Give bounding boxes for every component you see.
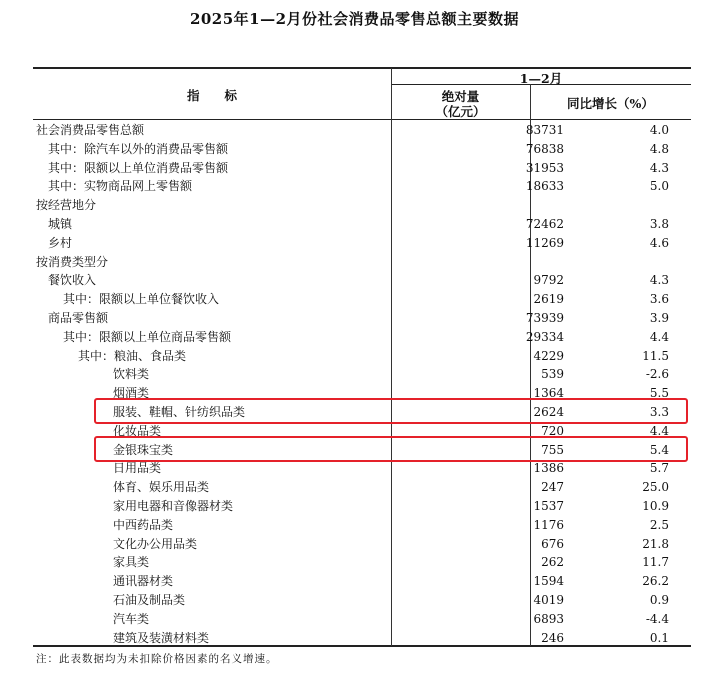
row-absolute-value: 76838 [525,141,564,156]
table-row [33,497,691,516]
row-yoy-value: 4.0 [649,123,669,137]
row-absolute-value: 539 [541,367,564,382]
row-yoy-value: 4.4 [649,329,669,344]
row-label: 体育、娱乐用品类 [113,480,210,495]
row-absolute-value: 4019 [533,593,564,607]
row-yoy-value: 0.1 [649,630,669,645]
row-yoy-value: 21.8 [642,536,669,551]
table-row [33,347,691,366]
yoy-header: 同比增长（%） [567,96,654,111]
row-label: 石油及制品类 [113,593,186,607]
row-label: 中西药品类 [113,517,174,532]
row-yoy-value: 3.9 [649,311,669,325]
row-label: 城镇 [48,217,73,231]
row-absolute-value: 4229 [533,348,564,363]
row-absolute-value: 1386 [533,461,564,476]
header-bottom-rule [33,119,691,120]
row-label: 烟酒类 [113,386,150,401]
row-label: 饮料类 [113,367,150,382]
row-label: 其中：粮油、食品类 [78,348,187,363]
highlight-box-jewelry [94,436,688,462]
table-row [33,140,691,159]
table-row [33,535,691,554]
row-label: 金银珠宝类 [113,442,174,457]
row-absolute-value: 1364 [533,386,564,401]
row-absolute-value: 720 [541,423,564,438]
table-row [33,177,691,196]
row-yoy-value: 4.3 [649,273,669,288]
table-row [33,290,691,309]
row-yoy-value: 26.2 [642,574,669,589]
row-yoy-value: -4.4 [645,611,669,626]
table-row [33,309,691,328]
row-absolute-value: 72462 [525,217,564,231]
row-label: 其中：限额以上单位消费品零售额 [48,160,229,175]
row-yoy-value: 5.0 [649,179,669,194]
table-row [33,159,691,178]
row-absolute-value: 18633 [525,179,564,194]
row-label: 服装、鞋帽、针纺织品类 [113,405,246,419]
table-row [33,253,691,272]
row-label: 汽车类 [113,611,150,626]
row-absolute-value: 31953 [525,160,564,175]
row-absolute-value: 2619 [533,292,564,307]
row-label: 家用电器和音像器材类 [113,499,234,513]
row-yoy-value: 3.8 [649,217,669,231]
row-absolute-value: 83731 [525,123,564,137]
table-row [33,328,691,347]
row-yoy-value: 10.9 [642,499,669,513]
row-yoy-value: 5.7 [649,461,669,476]
row-yoy-value: 5.4 [649,442,669,457]
table-row [33,478,691,497]
row-yoy-value: 3.3 [649,405,669,419]
table-row [33,553,691,572]
row-yoy-value: 5.5 [649,386,669,401]
table-row [33,610,691,629]
row-label: 其中：限额以上单位商品零售额 [63,329,232,344]
row-label: 按经营地分 [36,198,97,213]
table-row [33,516,691,535]
row-absolute-value: 262 [541,555,564,570]
row-absolute-value: 1176 [533,517,564,532]
row-label: 社会消费品零售总额 [36,123,145,137]
table-row [33,196,691,215]
table-row [33,629,691,648]
row-yoy-value: 4.4 [649,423,669,438]
row-yoy-value: 0.9 [649,593,669,607]
row-absolute-value: 246 [541,630,564,645]
row-yoy-value: -2.6 [645,367,669,382]
absolute-unit-header: （亿元） [435,104,486,119]
row-yoy-value: 4.8 [649,141,669,156]
table-row [33,234,691,253]
row-label: 其中：限额以上单位餐饮收入 [63,292,220,307]
row-absolute-value: 9792 [533,273,564,288]
row-absolute-value: 1594 [533,574,564,589]
row-absolute-value: 247 [541,480,564,495]
table-row [33,121,691,140]
row-label: 乡村 [48,235,73,250]
row-label: 日用品类 [113,461,162,476]
row-yoy-value: 4.3 [649,160,669,175]
table-row [33,591,691,610]
table-footnote: 注：此表数据均为未扣除价格因素的名义增速。 [36,653,278,665]
absolute-header: 绝对量 [441,89,480,104]
table-row [33,459,691,478]
row-label: 餐饮收入 [48,273,97,288]
highlight-box-apparel [94,398,688,424]
row-label: 商品零售额 [48,311,109,325]
row-label: 其中：除汽车以外的消费品零售额 [48,141,229,156]
row-yoy-value: 11.5 [642,348,669,363]
row-yoy-value: 3.6 [649,292,669,307]
row-yoy-value: 4.6 [649,235,669,250]
row-yoy-value: 11.7 [642,555,669,570]
row-label: 建筑及装潢材料类 [113,630,210,645]
row-absolute-value: 2624 [533,405,564,419]
row-absolute-value: 755 [541,442,564,457]
row-absolute-value: 1537 [533,499,564,513]
row-label: 家具类 [113,555,150,570]
row-label: 通讯器材类 [113,574,174,589]
row-yoy-value: 25.0 [642,480,669,495]
row-label: 文化办公用品类 [113,536,198,551]
row-absolute-value: 11269 [525,235,564,250]
row-absolute-value: 73939 [525,311,564,325]
page-title: 2025年1—2月份社会消费品零售总额主要数据 [189,10,520,28]
row-yoy-value: 2.5 [649,517,669,532]
row-absolute-value: 29334 [525,329,564,344]
table-row [33,365,691,384]
row-label: 化妆品类 [113,423,162,438]
period-header: 1—2月 [519,71,563,86]
row-label: 其中：实物商品网上零售额 [48,179,193,194]
row-absolute-value: 6893 [533,611,564,626]
row-label: 按消费类型分 [36,254,109,269]
row-absolute-value: 676 [541,536,564,551]
table-row [33,215,691,234]
table-row [33,572,691,591]
table-row [33,271,691,290]
indicator-header: 指 标 [186,88,237,103]
